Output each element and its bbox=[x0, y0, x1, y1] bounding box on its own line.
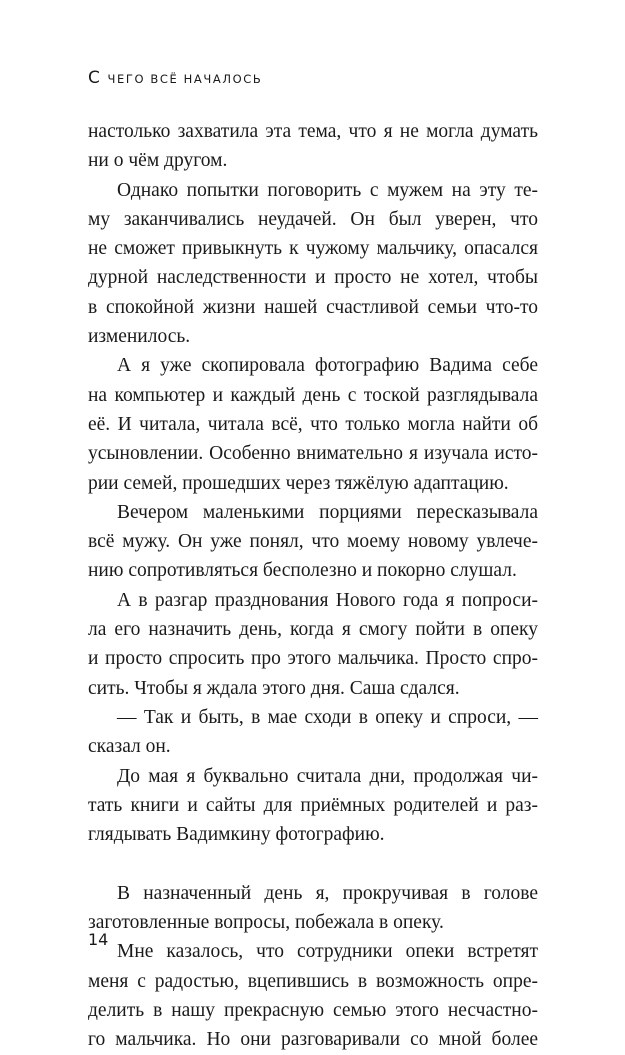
text-line: А в разгар празднования Нового года я попроси- bbox=[117, 589, 538, 611]
text-line: Мне казалось, что сотрудники опеки встретят bbox=[117, 941, 538, 963]
text-line: её. И читала, читала всё, что только могла найти об bbox=[88, 413, 538, 435]
text-line: сказал он. bbox=[88, 736, 171, 758]
text-line: делить в нашу прекрасную семью этого несчастно- bbox=[88, 999, 538, 1021]
text-line: му заканчивались неудачей. Он был уверен, что bbox=[88, 208, 538, 230]
text-line: го мальчика. Но они разговаривали со мной более bbox=[88, 1029, 538, 1051]
text-line: нию сопротивляться бесполезно и покорно слушал. bbox=[88, 560, 517, 582]
text-line: на компьютер и каждый день с тоской разглядывала bbox=[88, 384, 538, 406]
text-line: изменилось. bbox=[88, 326, 191, 348]
text-line: усыновлении. Особенно внимательно я изучала исто- bbox=[88, 443, 538, 465]
text-line: рии семей, прошедших через тяжёлую адаптацию. bbox=[88, 472, 509, 494]
text-line: в спокойной жизни нашей счастливой семьи что-то bbox=[88, 296, 538, 318]
page-number: 14 bbox=[88, 930, 109, 949]
text-line: настолько захватила эта тема, что я не могла думать bbox=[88, 121, 538, 142]
body-text bbox=[88, 117, 538, 1055]
text-line: Однако попытки поговорить с мужем на эту те- bbox=[117, 179, 538, 201]
running-head-title: ЧЕГО ВСЁ НАЧАЛОСЬ bbox=[107, 72, 263, 86]
text-line: ни о чём другом. bbox=[88, 150, 228, 172]
text-line: Вечером маленькими порциями пересказывала bbox=[117, 501, 538, 523]
running-head bbox=[88, 68, 262, 89]
running-head-initial: С bbox=[88, 68, 102, 88]
section-break bbox=[88, 849, 538, 878]
text-line: А я уже скопировала фотографию Вадима себе bbox=[117, 355, 538, 377]
text-line: тать книги и сайты для приёмных родителей и раз- bbox=[88, 794, 538, 816]
text-line: заготовленные вопросы, побежала в опеку. bbox=[88, 912, 444, 934]
text-line: дурной наследственности и просто не хотел, чтобы bbox=[88, 267, 538, 289]
text-line: — Так и быть, в мае сходи в опеку и спроси, — bbox=[117, 706, 538, 728]
text-line: всё мужу. Он уже понял, что моему новому увлече- bbox=[88, 531, 538, 553]
text-line: ла его назначить день, когда я смогу пойти в опеку bbox=[88, 619, 538, 641]
text-line: В назначенный день я, прокручивая в голове bbox=[117, 882, 538, 904]
text-line: не сможет привыкнуть к чужому мальчику, опасался bbox=[88, 238, 538, 260]
text-line: До мая я буквально считала дни, продолжая чи- bbox=[117, 765, 538, 787]
text-line: глядывать Вадимкину фотографию. bbox=[88, 824, 385, 846]
text-line: и просто спросить про этого мальчика. Просто спро- bbox=[88, 648, 538, 670]
text-line: сить. Чтобы я ждала этого дня. Саша сдался. bbox=[88, 677, 460, 699]
text-line: меня с радостью, вцепившись в возможность опре- bbox=[88, 970, 538, 992]
